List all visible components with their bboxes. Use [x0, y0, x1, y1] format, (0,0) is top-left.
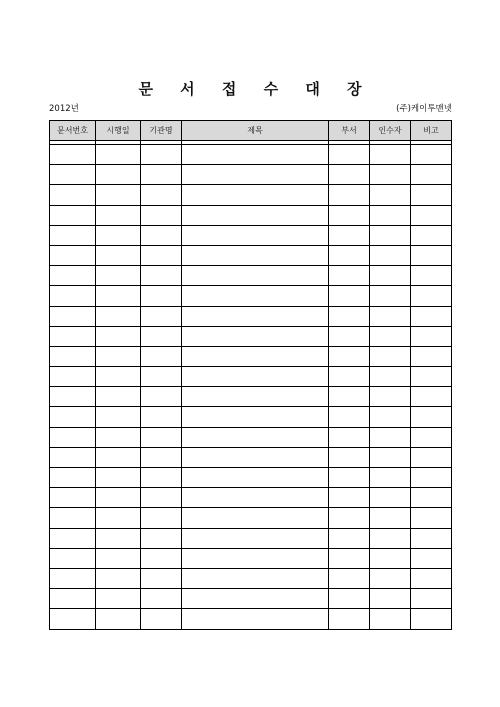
table-cell[interactable] [182, 528, 329, 548]
table-cell[interactable] [182, 185, 329, 205]
table-cell[interactable] [141, 145, 182, 165]
table-cell[interactable] [50, 387, 96, 407]
table-cell[interactable] [141, 609, 182, 629]
table-cell[interactable] [329, 468, 370, 488]
table-cell[interactable] [329, 205, 370, 225]
table-cell[interactable] [370, 427, 411, 447]
table-cell[interactable] [96, 548, 141, 568]
table-cell[interactable] [96, 185, 141, 205]
table-cell[interactable] [329, 286, 370, 306]
column-header-subject: 제목 [182, 121, 329, 141]
table-cell[interactable] [96, 387, 141, 407]
table-cell[interactable] [329, 165, 370, 185]
table-cell[interactable] [96, 346, 141, 366]
table-cell[interactable] [141, 589, 182, 609]
table-cell[interactable] [96, 488, 141, 508]
table-cell[interactable] [182, 508, 329, 528]
table-cell[interactable] [141, 266, 182, 286]
table-row [50, 185, 452, 205]
table-cell[interactable] [370, 346, 411, 366]
table-cell[interactable] [370, 468, 411, 488]
table-cell[interactable] [96, 447, 141, 467]
table-cell[interactable] [182, 609, 329, 629]
table-cell[interactable] [370, 145, 411, 165]
table-row [50, 468, 452, 488]
table-cell[interactable] [50, 488, 96, 508]
table-cell[interactable] [182, 407, 329, 427]
table-cell[interactable] [96, 508, 141, 528]
table-cell[interactable] [411, 609, 452, 629]
table-cell[interactable] [329, 387, 370, 407]
table-row [50, 589, 452, 609]
table-cell[interactable] [182, 488, 329, 508]
table-cell[interactable] [411, 346, 452, 366]
table-cell[interactable] [50, 528, 96, 548]
table-cell[interactable] [50, 407, 96, 427]
table-cell[interactable] [50, 185, 96, 205]
table-cell[interactable] [141, 568, 182, 588]
table-cell[interactable] [141, 205, 182, 225]
table-cell[interactable] [370, 447, 411, 467]
table-cell[interactable] [96, 286, 141, 306]
column-header-issue-date: 시행일 [96, 121, 141, 141]
table-cell[interactable] [50, 609, 96, 629]
year-label: 2012년 [49, 104, 79, 114]
table-cell[interactable] [329, 185, 370, 205]
table-row [50, 245, 452, 265]
table-cell[interactable] [370, 568, 411, 588]
table-cell[interactable] [182, 165, 329, 185]
table-cell[interactable] [141, 447, 182, 467]
table-cell[interactable] [50, 346, 96, 366]
register-body [50, 141, 452, 630]
table-cell[interactable] [50, 145, 96, 165]
table-cell[interactable] [141, 548, 182, 568]
table-cell[interactable] [411, 548, 452, 568]
table-cell[interactable] [182, 326, 329, 346]
table-cell[interactable] [50, 568, 96, 588]
table-row [50, 528, 452, 548]
document-title: 문 서 접 수 대 장 [138, 80, 373, 98]
table-cell[interactable] [329, 488, 370, 508]
table-cell[interactable] [411, 427, 452, 447]
table-cell[interactable] [370, 609, 411, 629]
table-cell[interactable] [96, 165, 141, 185]
table-cell[interactable] [141, 387, 182, 407]
table-cell[interactable] [329, 245, 370, 265]
table-cell[interactable] [141, 245, 182, 265]
table-cell[interactable] [370, 266, 411, 286]
table-cell[interactable] [182, 548, 329, 568]
table-cell[interactable] [182, 589, 329, 609]
table-cell[interactable] [50, 427, 96, 447]
table-row [50, 326, 452, 346]
table-cell[interactable] [141, 286, 182, 306]
table-cell[interactable] [50, 306, 96, 326]
table-cell[interactable] [96, 326, 141, 346]
table-cell[interactable] [141, 326, 182, 346]
table-cell[interactable] [182, 447, 329, 467]
table-cell[interactable] [141, 427, 182, 447]
table-cell[interactable] [50, 326, 96, 346]
table-cell[interactable] [50, 266, 96, 286]
table-cell[interactable] [141, 407, 182, 427]
table-cell[interactable] [50, 447, 96, 467]
table-cell[interactable] [96, 306, 141, 326]
table-cell[interactable] [182, 266, 329, 286]
table-cell[interactable] [329, 447, 370, 467]
table-cell[interactable] [50, 468, 96, 488]
table-cell[interactable] [370, 589, 411, 609]
table-cell[interactable] [329, 145, 370, 165]
table-cell[interactable] [182, 225, 329, 245]
table-cell[interactable] [370, 165, 411, 185]
table-cell[interactable] [329, 306, 370, 326]
column-header-doc-number: 문서번호 [50, 121, 96, 141]
table-cell[interactable] [329, 508, 370, 528]
table-cell[interactable] [411, 488, 452, 508]
table-cell[interactable] [411, 245, 452, 265]
table-cell[interactable] [96, 609, 141, 629]
table-cell[interactable] [329, 266, 370, 286]
table-row [50, 427, 452, 447]
table-cell[interactable] [329, 427, 370, 447]
table-cell[interactable] [411, 205, 452, 225]
column-header-institution: 기관명 [141, 121, 182, 141]
table-cell[interactable] [182, 245, 329, 265]
table-cell[interactable] [411, 528, 452, 548]
table-cell[interactable] [50, 589, 96, 609]
table-cell[interactable] [141, 508, 182, 528]
column-header-department: 부서 [329, 121, 370, 141]
table-cell[interactable] [411, 447, 452, 467]
table-cell[interactable] [141, 346, 182, 366]
table-row [50, 266, 452, 286]
table-cell[interactable] [370, 528, 411, 548]
table-cell[interactable] [370, 387, 411, 407]
table-row [50, 609, 452, 629]
table-cell[interactable] [370, 326, 411, 346]
table-cell[interactable] [370, 245, 411, 265]
table-cell[interactable] [411, 589, 452, 609]
table-cell[interactable] [141, 165, 182, 185]
table-cell[interactable] [182, 286, 329, 306]
table-cell[interactable] [182, 387, 329, 407]
table-cell[interactable] [96, 568, 141, 588]
table-cell[interactable] [50, 165, 96, 185]
table-row [50, 286, 452, 306]
table-row [50, 306, 452, 326]
table-cell[interactable] [329, 367, 370, 387]
table-row [50, 407, 452, 427]
table-cell[interactable] [329, 326, 370, 346]
column-header-recipient: 인수자 [370, 121, 411, 141]
table-row [50, 568, 452, 588]
table-cell[interactable] [329, 346, 370, 366]
table-row [50, 508, 452, 528]
table-cell[interactable] [50, 548, 96, 568]
table-cell[interactable] [96, 367, 141, 387]
table-cell[interactable] [50, 286, 96, 306]
receipt-register-table [49, 120, 452, 630]
table-cell[interactable] [411, 367, 452, 387]
table-cell[interactable] [182, 145, 329, 165]
table-cell[interactable] [141, 185, 182, 205]
table-cell[interactable] [370, 407, 411, 427]
table-cell[interactable] [370, 286, 411, 306]
table-cell[interactable] [50, 367, 96, 387]
table-cell[interactable] [411, 286, 452, 306]
table-row [50, 225, 452, 245]
table-cell[interactable] [96, 225, 141, 245]
table-cell[interactable] [370, 225, 411, 245]
table-cell[interactable] [411, 508, 452, 528]
table-cell[interactable] [141, 488, 182, 508]
column-header-remarks: 비고 [411, 121, 452, 141]
table-cell[interactable] [329, 589, 370, 609]
table-cell[interactable] [411, 407, 452, 427]
table-cell[interactable] [96, 528, 141, 548]
table-cell[interactable] [329, 407, 370, 427]
table-cell[interactable] [182, 568, 329, 588]
table-row [50, 548, 452, 568]
table-cell[interactable] [96, 589, 141, 609]
table-cell[interactable] [411, 568, 452, 588]
table-row [50, 488, 452, 508]
table-row [50, 387, 452, 407]
table-cell[interactable] [370, 548, 411, 568]
table-cell[interactable] [411, 306, 452, 326]
table-cell[interactable] [411, 266, 452, 286]
table-cell[interactable] [141, 528, 182, 548]
table-cell[interactable] [141, 468, 182, 488]
table-cell[interactable] [370, 488, 411, 508]
table-cell[interactable] [370, 306, 411, 326]
table-cell[interactable] [411, 165, 452, 185]
table-cell[interactable] [96, 266, 141, 286]
table-cell[interactable] [370, 367, 411, 387]
table-cell[interactable] [370, 185, 411, 205]
table-row [50, 447, 452, 467]
table-cell[interactable] [329, 609, 370, 629]
table-cell[interactable] [141, 367, 182, 387]
table-row [50, 346, 452, 366]
table-cell[interactable] [96, 245, 141, 265]
table-cell[interactable] [411, 387, 452, 407]
table-cell[interactable] [96, 205, 141, 225]
table-cell[interactable] [411, 225, 452, 245]
table-cell[interactable] [411, 326, 452, 346]
table-cell[interactable] [329, 568, 370, 588]
table-cell[interactable] [182, 346, 329, 366]
table-row [50, 205, 452, 225]
table-cell[interactable] [411, 145, 452, 165]
header-row [50, 121, 452, 141]
table-cell[interactable] [96, 407, 141, 427]
table-cell[interactable] [50, 508, 96, 528]
table-cell[interactable] [182, 205, 329, 225]
table-cell[interactable] [96, 145, 141, 165]
table-cell[interactable] [329, 548, 370, 568]
table-cell[interactable] [182, 367, 329, 387]
table-cell[interactable] [50, 245, 96, 265]
table-cell[interactable] [50, 225, 96, 245]
table-cell[interactable] [182, 427, 329, 447]
table-cell[interactable] [411, 468, 452, 488]
table-cell[interactable] [141, 225, 182, 245]
table-cell[interactable] [50, 205, 96, 225]
table-cell[interactable] [182, 468, 329, 488]
table-cell[interactable] [96, 468, 141, 488]
table-cell[interactable] [141, 306, 182, 326]
company-name: (주)케이투맨넷 [396, 104, 452, 114]
table-cell[interactable] [96, 427, 141, 447]
table-row [50, 165, 452, 185]
table-cell[interactable] [370, 205, 411, 225]
table-cell[interactable] [370, 508, 411, 528]
table-cell[interactable] [329, 225, 370, 245]
table-cell[interactable] [329, 528, 370, 548]
table-row [50, 367, 452, 387]
table-row [50, 145, 452, 165]
table-cell[interactable] [411, 185, 452, 205]
table-cell[interactable] [182, 306, 329, 326]
